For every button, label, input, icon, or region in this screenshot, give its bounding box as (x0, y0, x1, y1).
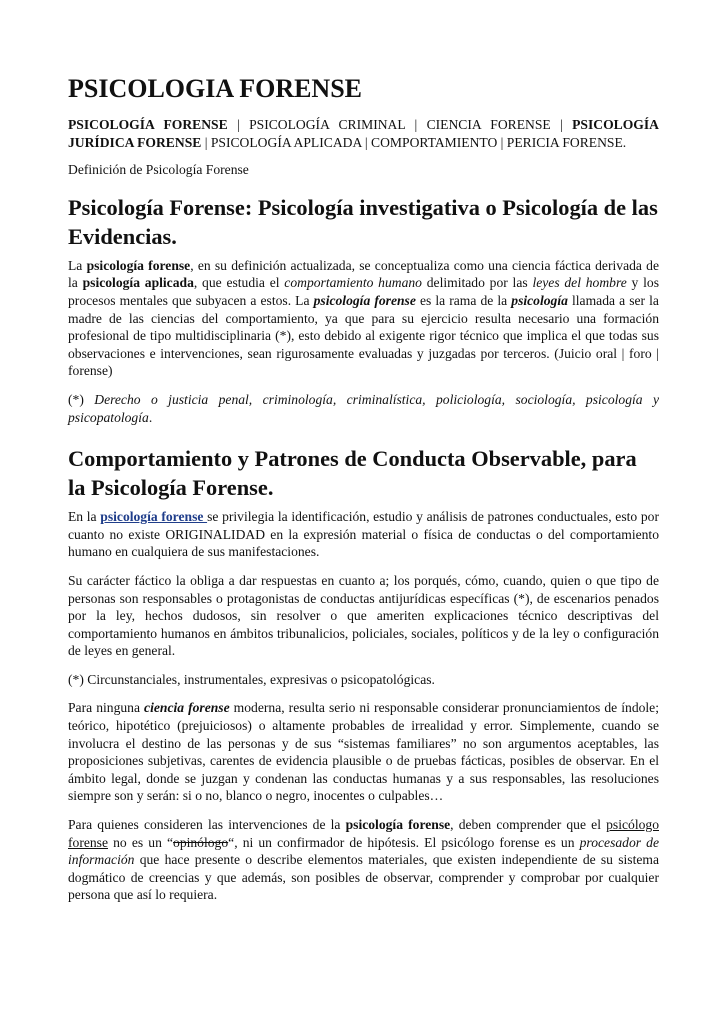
text-run: . (148, 409, 153, 425)
section2-paragraph-2: Su carácter fáctico la obliga a dar respuestas en cuanto a; los porqués, cómo, cuando, quien o que tipo de personas son responsables o protagonistas de conductas antijurídicas específicas (*), de escenarios penados por la ley, hechos dudosos, sin resolver o que ameriten explicaciones técnico descriptivas del comportamiento humanos en ámbitos tribunalicios, policiales, sociales, políticos y de la ley o configuración de leyes en general. (68, 572, 659, 659)
text-run: , en su definición actualizada, se conceptualiza como una ciencia fáctica derivada de la (68, 257, 659, 291)
document-page (68, 58, 659, 904)
section1-footnote (68, 391, 659, 426)
text-run: “, ni un confirmador de hipótesis. El psicólogo forense es un (228, 834, 580, 850)
tag-rest: | PSICOLOGÍA APLICADA | COMPORTAMIENTO | PERICIA FORENSE. (201, 134, 627, 150)
tag-psicologia-forense: PSICOLOGÍA FORENSE (68, 117, 228, 132)
section1-heading: Psicología Forense: Psicología investigativa o Psicología de las Evidencias. (68, 194, 658, 249)
text-run: se privilegia la identificación, estudio y análisis de patrones conductuales, esto por cuanto no existe ORIGINALIDAD en la expresión material o física de conductas o del comportamiento humano en cualquiera de sus manifestaciones. (68, 509, 659, 560)
text-run: , deben comprender que el (450, 817, 607, 833)
text-run: En la (68, 509, 101, 525)
tag-separators: | PSICOLOGÍA CRIMINAL | CIENCIA FORENSE | (227, 117, 573, 132)
text-run: delimitado por las (421, 275, 533, 291)
text-run: que hace presente o describe elementos materiales, que existen independiente de su sistema dogmático de creencias y que además, son posibles de observar, comprender y comprobar por cualquier persona que así lo requiera. (68, 852, 659, 903)
definition-label: Definición de Psicología Forense (68, 162, 249, 178)
footnote-text: Derecho o justicia penal, criminología, criminalística, policiología, sociología, psicología y psicopatología (68, 391, 660, 425)
text-run: llamada a ser la madre de las ciencias del comportamiento, ya que para su ejercicio resulta necesario una formación profesional de tipo multidisciplinaria (*), esto debido al exigente rigor técnico que implica el que todas sus observaciones e intervenciones, sean rigurosamente evaluadas y juzgadas por terceros. (Juicio oral | foro | forense) (68, 292, 659, 379)
text-run: Para quienes consideren las intervenciones de la (68, 817, 346, 833)
page-title: PSICOLOGIA FORENSE (68, 74, 363, 103)
tag-line (68, 116, 659, 151)
bold-term: psicología forense (86, 257, 191, 273)
section2-paragraph-5 (68, 816, 659, 904)
text-run: La (68, 257, 87, 273)
section2-paragraph-1 (68, 508, 659, 561)
text-run: , que estudia el (193, 275, 285, 291)
bold-italic-term: psicología forense (313, 292, 416, 308)
text-run: y los procesos mentales que subyacen a estos. La (68, 275, 659, 308)
struck-term: opinólogo (173, 834, 229, 850)
text-run: Para ninguna (68, 700, 145, 716)
section2-heading: Comportamiento y Patrones de Conducta Observable, para la Psicología Forense. (68, 446, 637, 501)
italic-term: comportamiento humano (284, 275, 422, 291)
tag-psicologia-juridica: PSICOLOGÍA JURÍDICA FORENSE (68, 117, 659, 150)
bold-term: psicología aplicada (82, 275, 194, 291)
footnote-marker: (*) (68, 391, 95, 407)
italic-term: procesador de información (68, 834, 659, 868)
text-run: moderna, resulta serio ni responsable considerar pronunciamientos de índole; teórico, hipotético (prejuiciosos) o altamente probables de irrealidad y error. Simplemente, cuando se involucra el destino de las personas y de sus “sistemas familiares” no son argumentos aceptables, las proposiciones subjetivas, carentes de evidencia plausible o de pruebas fácticas, posibles de observar. En el ámbito legal, donde se juzgan y condenan las conductas humanas y a sus responsables, las resoluciones siempre son y serán: si o no, blanco o negro, inocentes o culpables… (68, 700, 659, 804)
bold-italic-term: psicología (511, 292, 568, 308)
text-run: es la rama de la (415, 292, 512, 308)
psicologo-forense-link[interactable]: psicólogo forense (68, 817, 659, 850)
bold-term: psicología forense (345, 817, 451, 833)
bold-italic-term: ciencia forense (144, 700, 230, 716)
italic-term: leyes del hombre (532, 275, 627, 291)
psicologia-forense-link[interactable]: psicología forense (100, 509, 208, 525)
section1-paragraph (68, 257, 659, 380)
section2-paragraph-3: (*) Circunstanciales, instrumentales, expresivas o psicopatológicas. (68, 671, 435, 687)
text-run: no es un “ (108, 834, 174, 850)
section2-paragraph-4 (68, 699, 659, 805)
